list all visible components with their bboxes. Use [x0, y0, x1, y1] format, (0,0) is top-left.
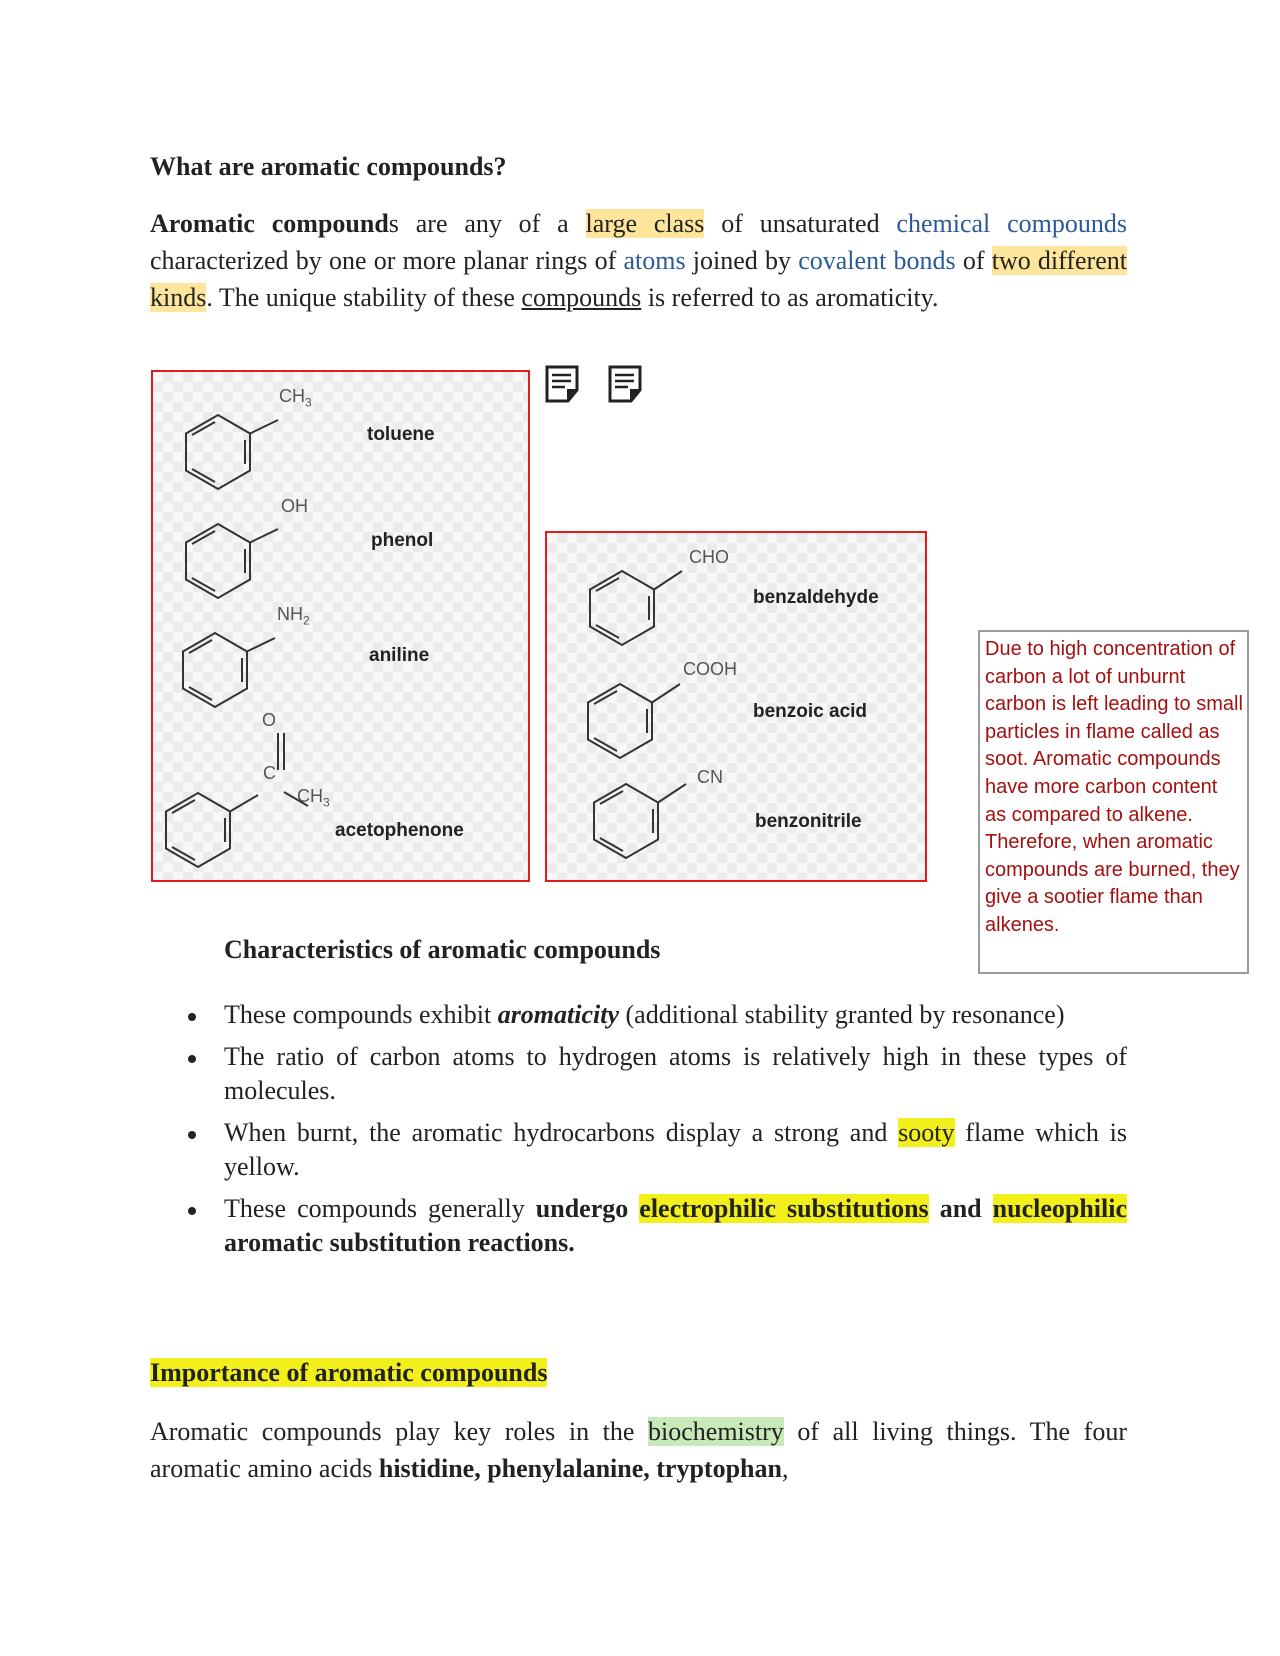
characteristics-list: [150, 998, 1127, 1268]
toluene-group: $CH_3$: [279, 386, 312, 410]
label-benzonitrile: benzonitrile: [755, 811, 862, 832]
aniline-ring: [183, 633, 275, 707]
list-item: The ratio of carbon atoms to hydrogen atoms is relatively high in these types of molecules.: [150, 1040, 1127, 1108]
highlight-sooty: sooty: [898, 1118, 955, 1147]
bullet-icon: [188, 1055, 196, 1063]
acetophenone-ring: [166, 733, 308, 867]
left-structures-drawing: [153, 372, 530, 882]
benzoic-ring: [588, 684, 680, 758]
toluene-ring: [186, 415, 278, 489]
list-item: When burnt, the aromatic hydrocarbons display a strong and sooty flame which is yellow.: [150, 1116, 1127, 1184]
benzaldehyde-group: CHO: [689, 547, 729, 567]
note-icon: [544, 364, 580, 404]
bullet-icon: [188, 1013, 196, 1021]
label-toluene: toluene: [367, 424, 435, 445]
link-atoms[interactable]: atoms: [623, 246, 686, 275]
bullet-icon: [188, 1207, 196, 1215]
benzonitrile-group: CN: [697, 767, 723, 787]
phenol-ring: [186, 524, 278, 598]
characteristics-heading: Characteristics of aromatic compounds: [224, 935, 661, 964]
soot-callout: Due to high concentration of carbon a lot of unburnt carbon is left leading to small particles in flame called as soot. Aromatic compounds have more carbon content as compared to alkene. Therefore, when aromatic compounds are burned, they give a sootier flame than alkenes.: [978, 630, 1249, 974]
label-benzaldehyde: benzaldehyde: [753, 587, 879, 608]
list-item: These compounds generally undergo electrophilic substitutions and nucleophilic aromatic substitution reactions.: [150, 1192, 1127, 1260]
label-acetophenone: acetophenone: [335, 820, 464, 841]
note-icon[interactable]: [544, 364, 580, 409]
highlight-large-class: large class: [585, 209, 705, 238]
benzaldehyde-ring: [590, 571, 682, 645]
page-heading: What are aromatic compounds?: [150, 152, 507, 181]
highlight-nucleophilic: nucleophilic: [992, 1194, 1128, 1223]
note-icon[interactable]: [607, 364, 643, 409]
right-structures-figure: [545, 531, 927, 882]
acetophenone-carbon: C: [263, 763, 276, 783]
benzonitrile-ring: [594, 784, 686, 858]
benzoic-group: COOH: [683, 659, 737, 679]
intro-term: Aromatic compound: [150, 209, 389, 238]
importance-paragraph: Aromatic compounds play key roles in the biochemistry of all living things. The four aromatic amino acids histidine, phenylalanine, tryptophan,: [150, 1417, 1127, 1483]
highlight-biochemistry: biochemistry: [648, 1417, 784, 1446]
label-aniline: aniline: [369, 645, 430, 666]
link-chemical-compounds[interactable]: chemical compounds: [896, 209, 1127, 238]
left-structures-figure: [151, 370, 530, 882]
acetophenone-group: $CH_3$: [297, 786, 330, 810]
phenol-group: OH: [281, 496, 308, 516]
highlight-two-kinds: two different kinds: [150, 246, 1127, 312]
intro-paragraph: Aromatic compounds are any of a large class of unsaturated chemical compounds characterized by one or more planar rings of atoms joined by covalent bonds of two different kinds. The unique stability of these compounds is referred to as aromaticity.: [150, 209, 1127, 312]
list-item: These compounds exhibit aromaticity (additional stability granted by resonance): [150, 998, 1127, 1032]
note-icon: [607, 364, 643, 404]
highlight-electrophilic: electrophilic substitutions: [639, 1194, 929, 1223]
label-phenol: phenol: [371, 530, 434, 551]
link-covalent-bonds[interactable]: covalent bonds: [798, 246, 956, 275]
underlined-compounds: compounds: [521, 283, 642, 312]
label-benzoic-acid: benzoic acid: [753, 701, 868, 722]
bullet-icon: [188, 1131, 196, 1139]
aniline-group: $NH_2$: [277, 604, 310, 628]
right-structures-drawing: [547, 533, 927, 882]
acetophenone-oxygen: O: [262, 710, 277, 730]
importance-heading: Importance of aromatic compounds: [150, 1358, 548, 1387]
